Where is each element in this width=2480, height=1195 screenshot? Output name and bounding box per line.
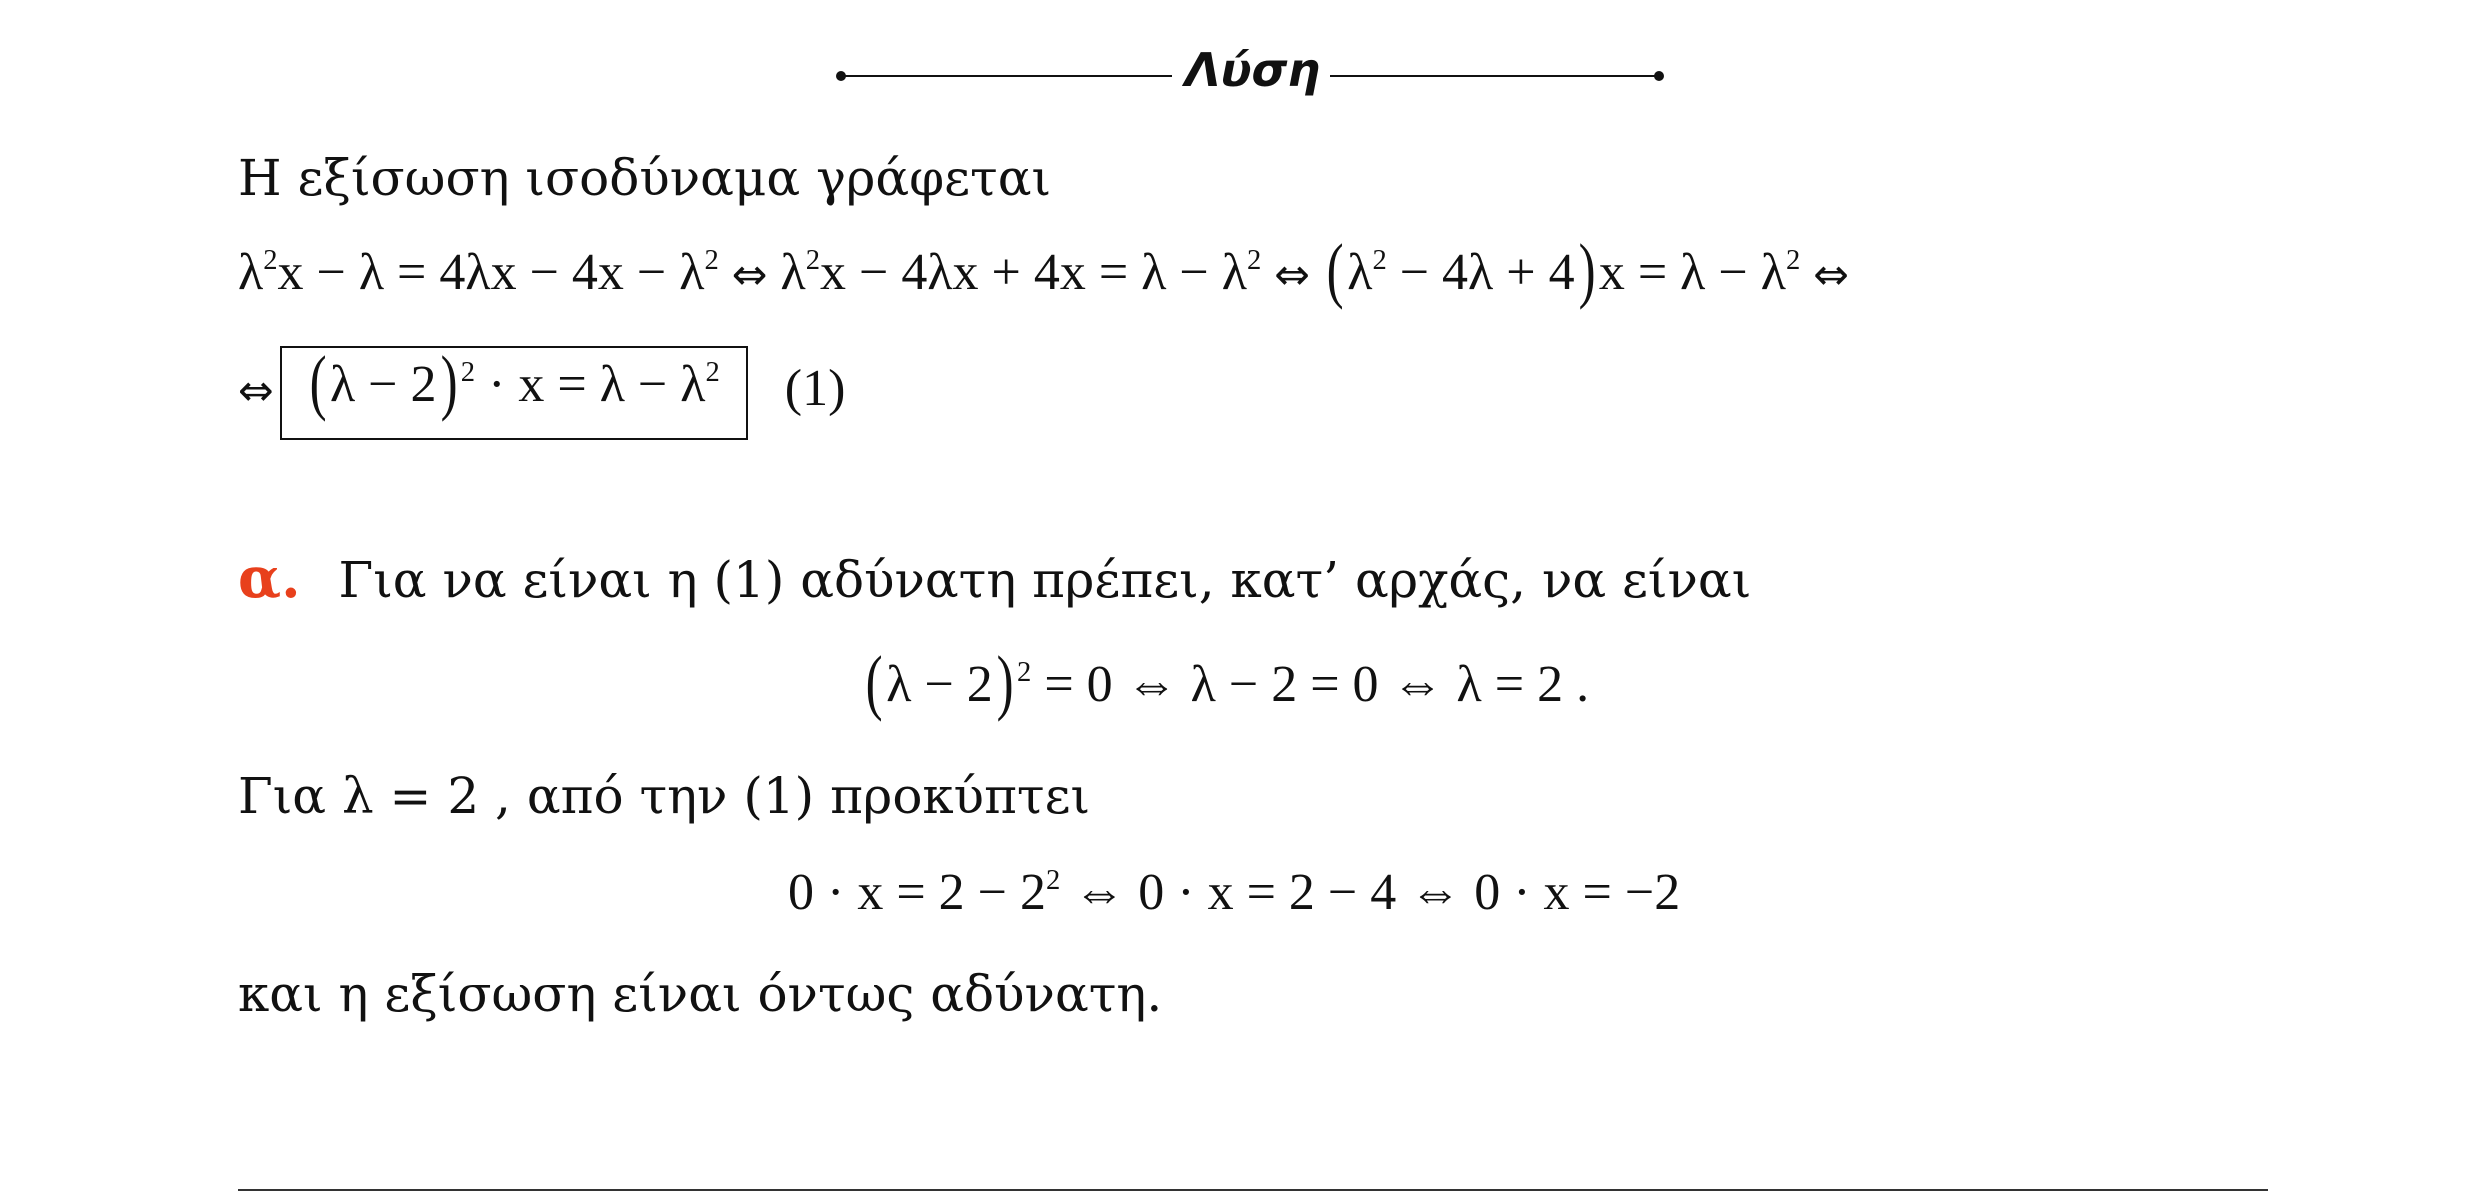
iff-symbol: ⇔ <box>1813 250 1849 300</box>
eq-segment-1: x − λ = 4λx − 4x − λ <box>277 244 705 301</box>
boxed-exp-1: 2 <box>460 356 476 388</box>
eq-exp-2: 2 <box>704 244 719 276</box>
eq-segment-3: − 4λ + 4 <box>1386 244 1575 301</box>
result-equation <box>788 858 1680 936</box>
header-rule-right <box>1330 75 1660 77</box>
part-a-text: Για να είναι η (1) αδύνατη πρέπει, κατ’ αρχάς, να είναι <box>338 551 1752 609</box>
cond-exp: 2 <box>1017 656 1032 688</box>
equation-label: (1) <box>784 359 846 417</box>
header-rule-left <box>842 75 1172 77</box>
iff-symbol: ⇔ <box>238 365 274 416</box>
equation-chain <box>238 229 1849 316</box>
right-paren: ) <box>996 641 1014 723</box>
eq-exp-6: 2 <box>1785 244 1801 276</box>
eq-exp-1: 2 <box>263 244 278 276</box>
iff-symbol: ⇔ <box>1274 250 1310 300</box>
section-title: Λύση <box>1184 43 1321 97</box>
left-paren: ( <box>865 641 883 723</box>
eq-segment-4: x = λ − λ <box>1598 244 1786 301</box>
eq-lambda-3: λ <box>1347 244 1373 301</box>
header-ornament-dot-right <box>1654 71 1664 81</box>
boxed-equation-line <box>238 341 846 440</box>
boxed-exp-2: 2 <box>705 356 720 388</box>
boxed-rest: · x = λ − λ <box>475 356 706 413</box>
conclusion-text: και η εξίσωση είναι όντως αδύνατη. <box>238 965 1163 1023</box>
result-part-1: 0 · x = 2 − 2 <box>788 864 1046 921</box>
intro-text: Η εξίσωση ισοδύναμα γράφεται <box>238 149 1052 207</box>
boxed-equation <box>280 341 748 440</box>
result-exp: 2 <box>1045 864 1061 896</box>
right-paren: ) <box>440 341 458 423</box>
left-paren: ( <box>309 341 327 423</box>
cond-rest: = 0 ⇔ λ − 2 = 0 ⇔ λ = 2 . <box>1031 656 1590 713</box>
for-lambda-text: Για λ = 2 , από την (1) προκύπτει <box>238 767 1091 825</box>
condition-equation <box>862 641 1590 728</box>
cond-inner: λ − 2 <box>886 656 993 713</box>
eq-lambda-2: λ <box>780 244 806 301</box>
right-paren: ) <box>1578 229 1596 311</box>
eq-exp-5: 2 <box>1372 244 1387 276</box>
part-a-label: α. <box>238 545 301 611</box>
result-part-2: ⇔ 0 · x = 2 − 4 ⇔ 0 · x = −2 <box>1060 864 1681 921</box>
footer-rule <box>238 1189 2268 1191</box>
left-paren: ( <box>1326 229 1344 311</box>
eq-segment-2: x − 4λx + 4x = λ − λ <box>820 244 1247 301</box>
iff-symbol: ⇔ <box>731 250 768 300</box>
eq-lambda-1: λ <box>238 244 264 301</box>
eq-exp-3: 2 <box>805 244 820 276</box>
part-a-line <box>238 545 1752 611</box>
boxed-inner: λ − 2 <box>329 356 437 413</box>
eq-exp-4: 2 <box>1246 244 1262 276</box>
